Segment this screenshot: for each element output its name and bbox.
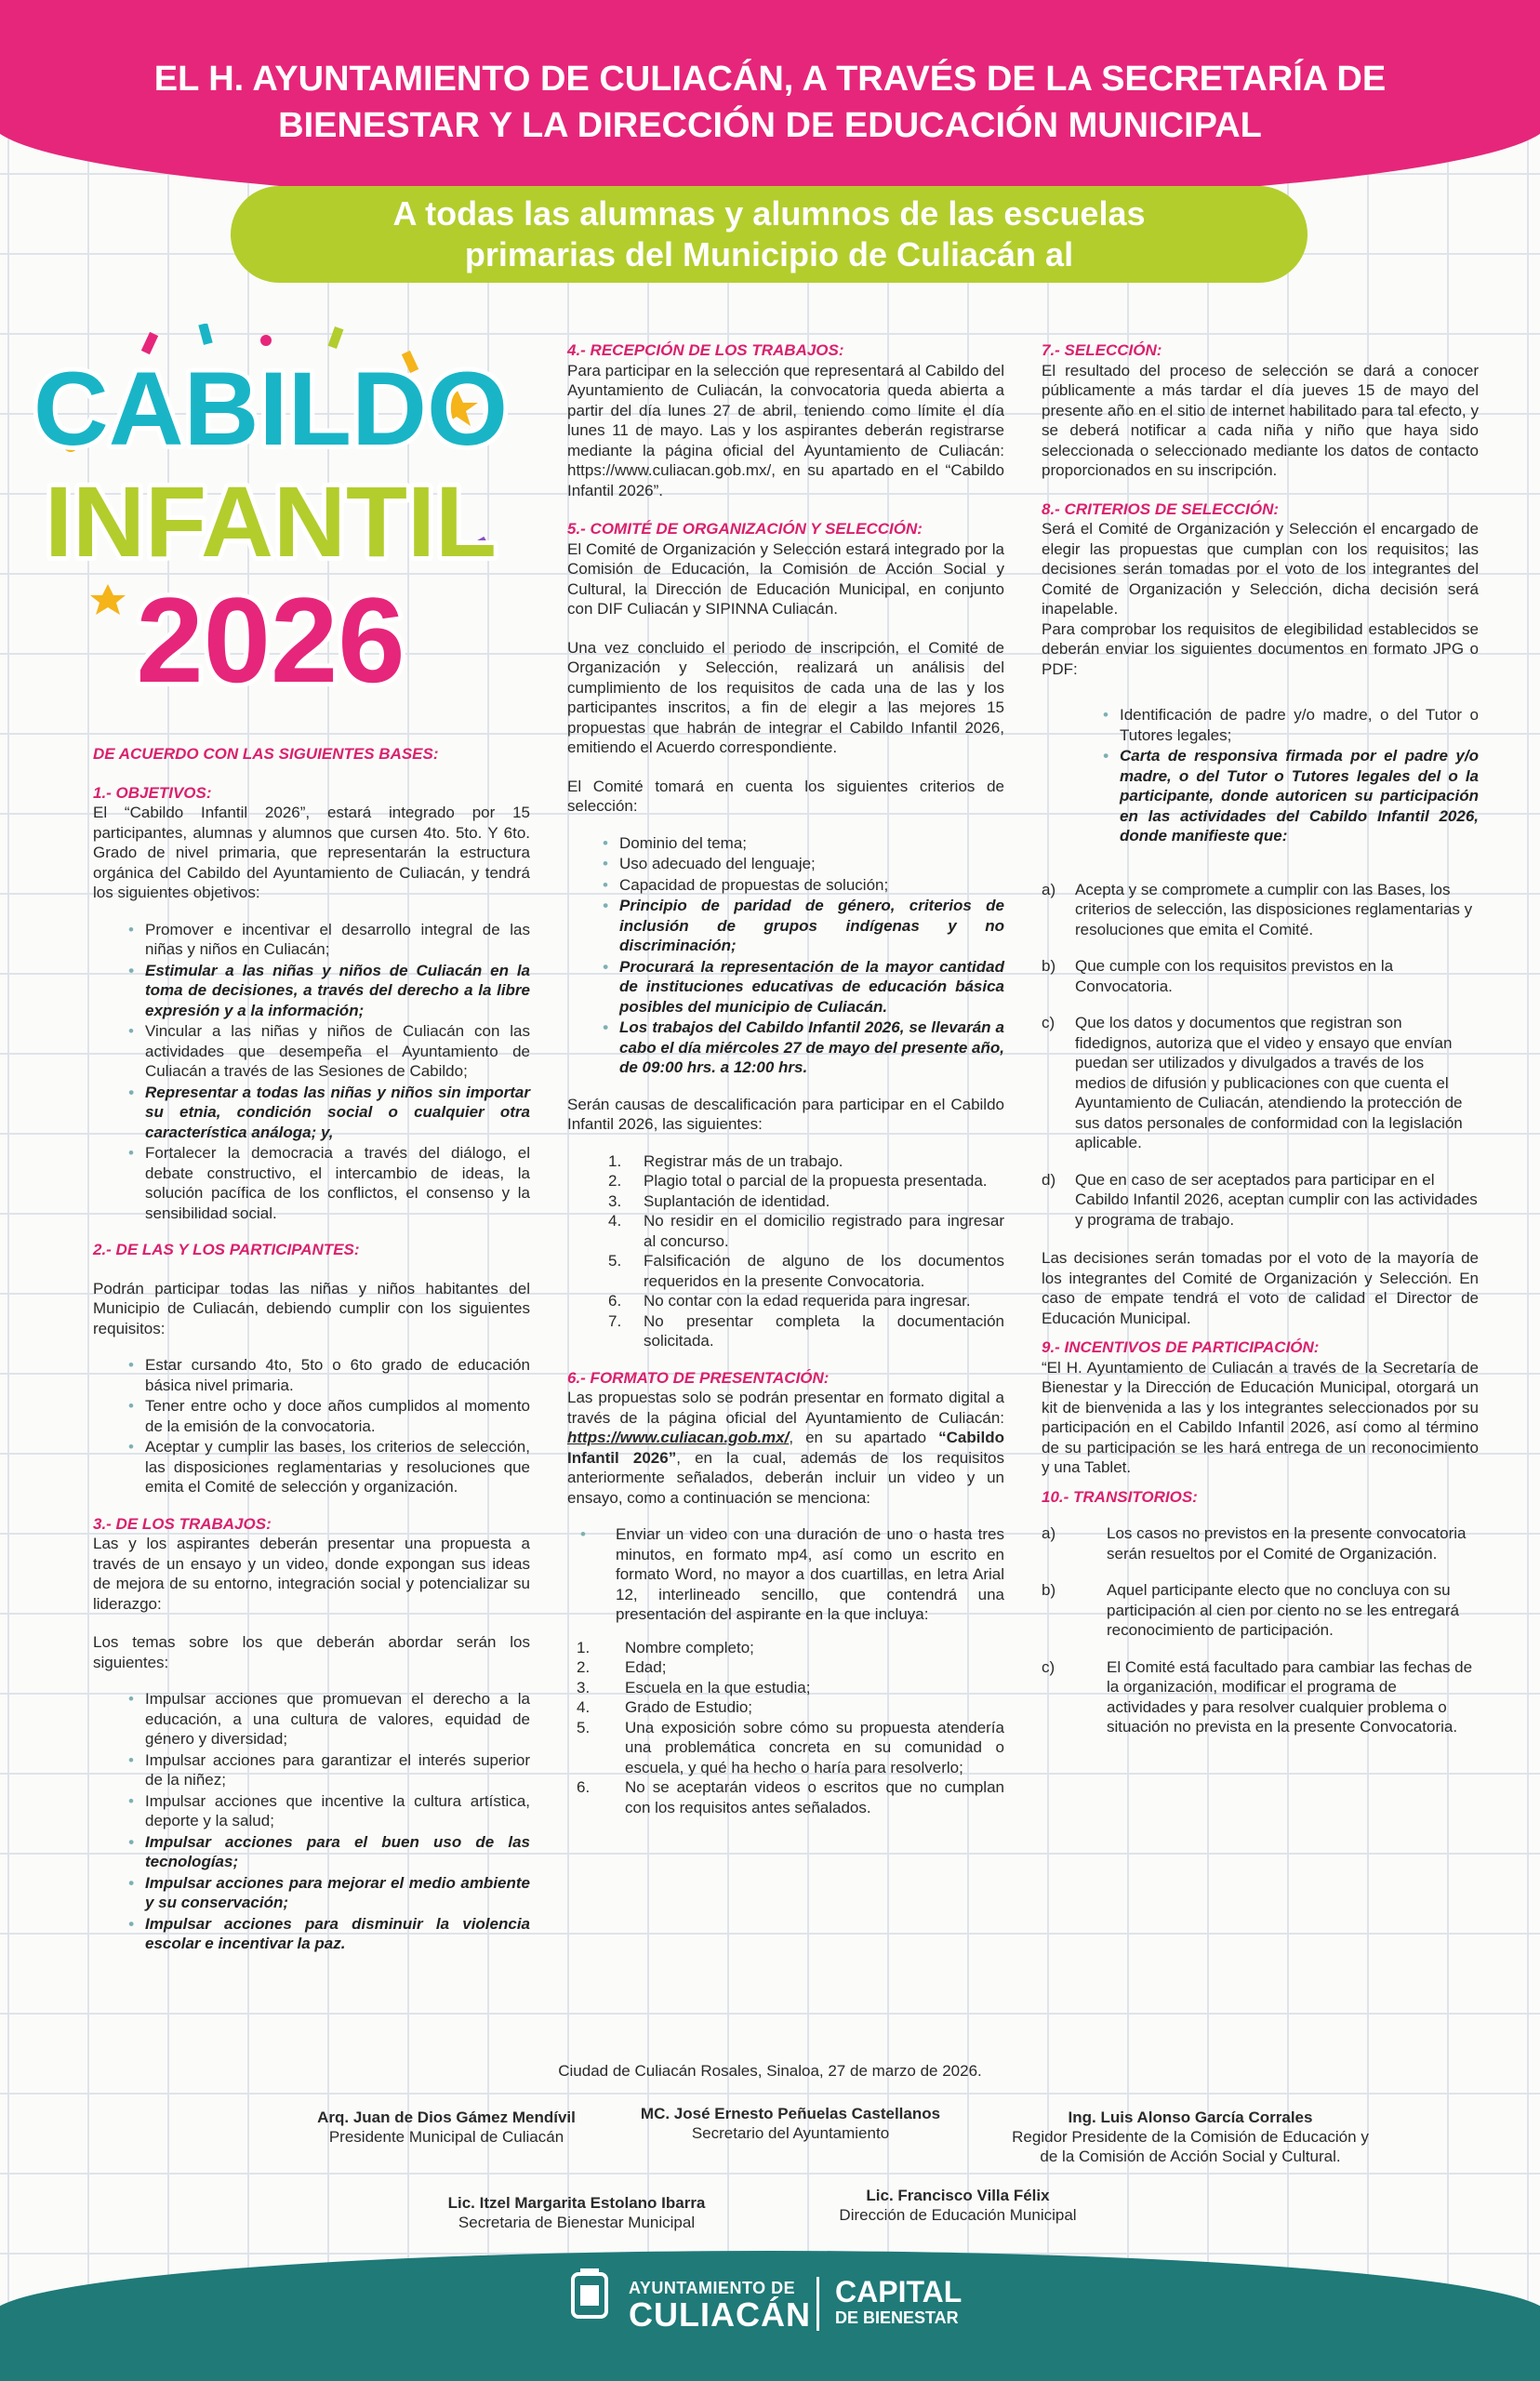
list-item: 2. Plagio total o parcial de la propuesta presentada. [608, 1172, 988, 1190]
logo-word-2: INFANTIL [45, 465, 497, 578]
section-5-text: El Comité de Organización y Selección estará integrado por la Comisión de Educación, la Comisión de Acción Social y Cultural, la Dirección de Educación Municipal, en conjunto con DIF Culiacán y SIPINNA Culiacán. [567, 539, 1004, 618]
list-item: 3. Suplantación de identidad. [608, 1191, 830, 1210]
logo-year: 2026 [136, 572, 405, 707]
list-item: • Impulsar acciones para disminuir la violencia escolar e incentivar la paz. [125, 1914, 530, 1954]
list-item: • Vincular a las niñas y niños de Culiacán con las actividades que desempeña el Ayuntamiento de Culiacán a través de las Sesiones de Cabildo; [125, 1021, 530, 1082]
letter-item: b) Aquel participante electo que no concluya con su participación al cien por ciento no se les entregará reconocimiento de participación. [1042, 1581, 1459, 1639]
list-item: • Aceptar y cumplir las bases, los criterios de selección, las disposiciones reglamentarias y resoluciones que emita el Comité de selección y organización. [125, 1437, 530, 1497]
section-6-title: 6.- FORMATO DE PRESENTACIÓN: [567, 1368, 830, 1387]
list-item: • Carta de responsiva firmada por el padre y/o madre, o del Tutor o Tutores legales del o la participante, donde autoricen su participación en las actividades del Cabildo Infantil 2026, donde manifieste que: [1099, 746, 1479, 846]
section-8-title: 8.- CRITERIOS DE SELECCIÓN: [1042, 499, 1280, 518]
footer-brand-top: CAPITAL [835, 2275, 962, 2308]
signer-role: Secretaria de Bienestar Municipal [458, 2214, 696, 2231]
disqualification-list [567, 1151, 1004, 1351]
subtitle-line-1: A todas las alumnas y alumnos de las escuelas [392, 194, 1146, 233]
header-line-1: EL H. AYUNTAMIENTO DE CULIACÁN, A TRAVÉS DE LA SECRETARÍA DE [153, 60, 1387, 99]
list-item: • Impulsar acciones para mejorar el medio ambiente y su conservación; [125, 1873, 530, 1913]
list-item: • Los trabajos del Cabildo Infantil 2026, se llevarán a cabo el día miércoles 27 de mayo del presente año, de 09:00 hrs. a 12:00 hrs. [599, 1018, 1004, 1078]
list-item: • Promover e incentivar el desarrollo integral de las niñas y niños en Culiacán; [125, 920, 530, 960]
list-item: 5. Una exposición sobre cómo su propuesta atendería una problemática concreta en su comunidad o escuela, y qué ha hecho o haría para resolverlo; [577, 1718, 1004, 1776]
list-item: 3. Escuela en la que estudia; [577, 1678, 811, 1696]
signer-name: Ing. Luis Alonso García Corrales [1068, 2108, 1313, 2126]
list-item: • Procurará la representación de la mayor cantidad de instituciones educativas de educación básica posibles del municipio de Culiacán. [599, 957, 1004, 1018]
signer-role: Secretario del Ayuntamiento [691, 2124, 890, 2142]
section-10-title: 10.- TRANSITORIOS: [1042, 1487, 1198, 1506]
signer-role: de la Comisión de Acción Social y Cultural. [1040, 2148, 1341, 2165]
section-2-title: 2.- DE LAS Y LOS PARTICIPANTES: [93, 1241, 360, 1258]
list-item: • Impulsar acciones para garantizar el interés superior de la niñez; [125, 1750, 530, 1790]
section-2-text: Podrán participar todas las niñas y niños habitantes del Municipio de Culiacán, debiendo cumplir con los siguientes requisitos: [93, 1279, 530, 1337]
logo-word-1: CABILDO [33, 351, 508, 467]
header-title [0, 56, 1540, 149]
list-item: 1. Registrar más de un trabajo. [608, 1151, 843, 1170]
requirements-list [93, 1355, 530, 1497]
letter-item: c) Que los datos y documentos que registran son fidedignos, autoriza que el video y ensayo que envían puedan ser utilizados y divulgados a través de los medios de difusión y publicaciones con que cuenta el Ayuntamiento de Culiacán, atendiendo la protección de sus datos personales de conformidad con la legislación aplicable. [1042, 1014, 1463, 1151]
section-5-text-3: El Comité tomará en cuenta los siguientes criterios de selección: [567, 777, 1004, 815]
list-item: • Principio de paridad de género, criterios de inclusión de grupos indígenas y no discriminación; [599, 896, 1004, 956]
footer-org-main: CULIACÁN [629, 2295, 811, 2334]
signature-block [391, 2193, 763, 2232]
letter-item: b) Que cumple con los requisitos previstos en la Convocatoria. [1042, 957, 1394, 995]
list-item: • Fortalecer la democracia a través del diálogo, el debate constructivo, el intercambio de ideas, la solución pacífica de los conflictos, el consenso y la sensibilidad social. [125, 1143, 530, 1223]
criteria-list [567, 833, 1004, 1078]
culiacan-link[interactable]: https://www.culiacan.gob.mx/ [567, 1429, 790, 1446]
format-list [567, 1524, 1004, 1625]
list-item: 4. Grado de Estudio; [577, 1698, 753, 1716]
section-9-text: “El H. Ayuntamiento de Culiacán a través de la Secretaría de Bienestar y la Dirección de Educación Municipal, otorgará un kit de bienvenida a las y los integrantes seleccionados por su participación en el Cabildo Infantil 2026, así como al término de su participación se les hará entrega de un reconocimiento y una Tablet. [1042, 1358, 1479, 1476]
signer-name: Lic. Itzel Margarita Estolano Ibarra [447, 2194, 706, 2212]
section-7-text: El resultado del proceso de selección se dará a conocer públicamente a más tardar el día jueves 15 de mayo del presente año en el sitio de internet habilitado para tal efecto, y se deberá notificar a cada niña y niño que haya sido seleccionada o seleccionado mediante los datos de contacto proporcionados en su inscripción. [1042, 361, 1479, 479]
place-date: Ciudad de Culiacán Rosales, Sinaloa, 27 de marzo de 2026. [558, 2062, 982, 2080]
section-4-title: 4.- RECEPCIÓN DE LOS TRABAJOS: [567, 341, 844, 359]
list-item: • Tener entre ocho y doce años cumplidos al momento de la emisión de la convocatoria. [125, 1396, 530, 1436]
section-5-text-2: Una vez concluido el periodo de inscripción, el Comité de Organización y Selección, realizará un análisis del cumplimiento de los requisitos de cada una de las y los participantes inscritos, a fin de elegir a las mejores 15 propuestas que habrán de integrar el Cabildo Infantil 2026, emitiendo el Acuerdo correspondiente. [567, 638, 1004, 756]
list-item: • Estar cursando 4to, 5to o 6to grado de educación básica nivel primaria. [125, 1355, 530, 1395]
list-item: 4. No residir en el domicilio registrado para ingresar al concurso. [608, 1212, 1004, 1250]
column-2 [567, 340, 1004, 1834]
list-item: 7. No presentar completa la documentación solicitada. [608, 1311, 1004, 1350]
section-8-text: Será el Comité de Organización y Selección el encargado de elegir las propuestas que cumplan con los requisitos; las decisiones serán tomadas por el voto de los integrantes del Comité de Organización y Selección, dicha decisión será inapelable. [1042, 520, 1479, 618]
culiacan-crest-icon [569, 2267, 610, 2322]
signature-block [595, 2104, 986, 2143]
section-6-text: Las propuestas solo se podrán presentar en formato digital a través de la página oficial del Ayuntamiento de Culiacán: https://www.culiacan.gob.mx/, en su apartado “Cabildo Infantil 2026”, en la cual, además de los requisitos anteriormente señalados, deberán incluir un video y un ensayo, como a continuación se menciona: [567, 1389, 1004, 1507]
list-item: 5. Falsificación de alguno de los documentos requeridos en la presente Convocatoria. [608, 1252, 1004, 1290]
list-item: • Estimular a las niñas y niños de Culiacán en la toma de decisiones, a través del derecho a la libre expresión y a la información; [125, 961, 530, 1021]
list-item: • Impulsar acciones que promuevan el derecho a la educación, a una cultura de valores, equidad de género y diversidad; [125, 1689, 530, 1749]
cabildo-infantil-logo [33, 324, 508, 707]
bases-heading: DE ACUERDO CON LAS SIGUIENTES BASES: [93, 745, 439, 763]
essay-contents-list [567, 1638, 1004, 1818]
list-item: 2. Edad; [577, 1658, 667, 1676]
section-3-title: 3.- DE LOS TRABAJOS: [93, 1514, 272, 1533]
column-1 [93, 744, 530, 1971]
list-item: 6. No contar con la edad requerida para ingresar. [608, 1292, 971, 1310]
signature-block [772, 2186, 1144, 2225]
section-1-title: 1.- OBJETIVOS: [93, 783, 212, 802]
signature-block [251, 2108, 642, 2147]
signer-name: Lic. Francisco Villa Félix [866, 2187, 1050, 2204]
footer-org-top: AYUNTAMIENTO DE [629, 2279, 796, 2297]
section-8-text-2: Para comprobar los requisitos de elegibilidad establecidos se deberán enviar los siguientes documentos en formato JPG o PDF: [1042, 619, 1479, 678]
section-3-text: Las y los aspirantes deberán presentar una propuesta a través de un ensayo y un video, donde expongan sus ideas de mejora de su entorno, integración social y potencializar su liderazgo: [93, 1535, 530, 1613]
signer-name: MC. José Ernesto Peñuelas Castellanos [640, 2105, 941, 2122]
letter-item: d) Que en caso de ser aceptados para participar en el Cabildo Infantil 2026, aceptan cumplir con las actividades y programa de trabajo. [1042, 1170, 1478, 1229]
signer-name: Arq. Juan de Dios Gámez Mendívil [317, 2108, 576, 2126]
section-5-title: 5.- COMITÉ DE ORGANIZACIÓN Y SELECCIÓN: [567, 520, 923, 538]
list-item: • Identificación de padre y/o madre, o del Tutor o Tutores legales; [1099, 705, 1479, 745]
list-item: 1. Nombre completo; [577, 1638, 754, 1656]
section-1-text: El “Cabildo Infantil 2026”, estará integrado por 15 participantes, alumnas y alumnos que cursen 4to. 5to. Y 6to. Grado de nivel primaria, que representarán la estructura orgánica del Cabildo del Ayuntamiento de Culiacán, y tendrá los siguientes objetivos: [93, 804, 530, 901]
subtitle-line-2: primarias del Municipio de Culiacán al [464, 235, 1074, 273]
signer-role: Regidor Presidente de la Comisión de Educación y [1012, 2128, 1369, 2146]
list-item: • Representar a todas las niñas y niños sin importar su etnia, condición social o cualquier otra característica análoga; y, [125, 1083, 530, 1143]
signature-block [958, 2108, 1423, 2166]
section-3-text-2: Los temas sobre los que deberán abordar serán los siguientes: [93, 1633, 530, 1671]
section-4-text: Para participar en la selección que representará al Cabildo del Ayuntamiento de Culiacán, la convocatoria queda abierta a partir del día lunes 27 de abril, teniendo como límite el día lunes 11 de mayo. Las y los aspirantes deberán registrarse mediante la página oficial del Ayuntamiento de Culiacán: https://www.culiacan.gob.mx/, en su apartado en el “Cabildo Infantil 2026”. [567, 361, 1004, 499]
list-item: • Dominio del tema; [599, 833, 1004, 854]
section-9-title: 9.- INCENTIVOS DE PARTICIPACIÓN: [1042, 1338, 1320, 1356]
documents-list [1073, 705, 1479, 846]
letter-item: a) Los casos no previstos en la presente convocatoria serán resueltos por el Comité de Organización. [1042, 1524, 1467, 1563]
objectives-list [93, 920, 530, 1224]
section-5-text-4: Serán causas de descalificación para participar en el Cabildo Infantil 2026, las siguientes: [567, 1095, 1004, 1133]
letter-item: c) El Comité está facultado para cambiar las fechas de la organización, modificar el programa de actividades y para resolver cualquier problema o situación no prevista en la presente Convocatoria. [1042, 1657, 1473, 1736]
section-8-text-3: Las decisiones serán tomadas por el voto de la mayoría de los integrantes del Comité de Organización y Selección. En caso de empate tendrá el voto de calidad el Director de Educación Municipal. [1042, 1249, 1479, 1327]
column-3 [1042, 340, 1479, 1737]
signer-role: Dirección de Educación Municipal [839, 2206, 1077, 2224]
list-item: • Enviar un video con una duración de uno o hasta tres minutos, en formato mp4, así como un escrito en formato Word, no mayor a dos cuartillas, en letra Arial 12, interlineado sencillo, que contendrá una presentación del aspirante en la que incluya: [577, 1524, 1004, 1625]
letter-item: a) Acepta y se compromete a cumplir con las Bases, los criterios de selección, las disposiciones reglamentarias y resoluciones que emita el Comité. [1042, 880, 1473, 938]
signer-role: Presidente Municipal de Culiacán [328, 2128, 564, 2146]
section-7-title: 7.- SELECCIÓN: [1042, 341, 1162, 359]
list-item: • Impulsar acciones para el buen uso de las tecnologías; [125, 1832, 530, 1872]
header-line-2: BIENESTAR Y LA DIRECCIÓN DE EDUCACIÓN MUNICIPAL [278, 106, 1262, 145]
list-item: 6. No se aceptarán videos o escritos que no cumplan con los requisitos antes señalados. [577, 1778, 1004, 1816]
subtitle [231, 193, 1308, 275]
list-item: • Uso adecuado del lenguaje; [599, 854, 1004, 874]
list-item: • Impulsar acciones que incentive la cultura artística, deporte y la salud; [125, 1791, 530, 1831]
list-item: • Capacidad de propuestas de solución; [599, 875, 1004, 896]
topics-list [93, 1689, 530, 1954]
footer-divider [816, 2277, 819, 2331]
footer-brand-bottom: DE BIENESTAR [835, 2308, 959, 2327]
